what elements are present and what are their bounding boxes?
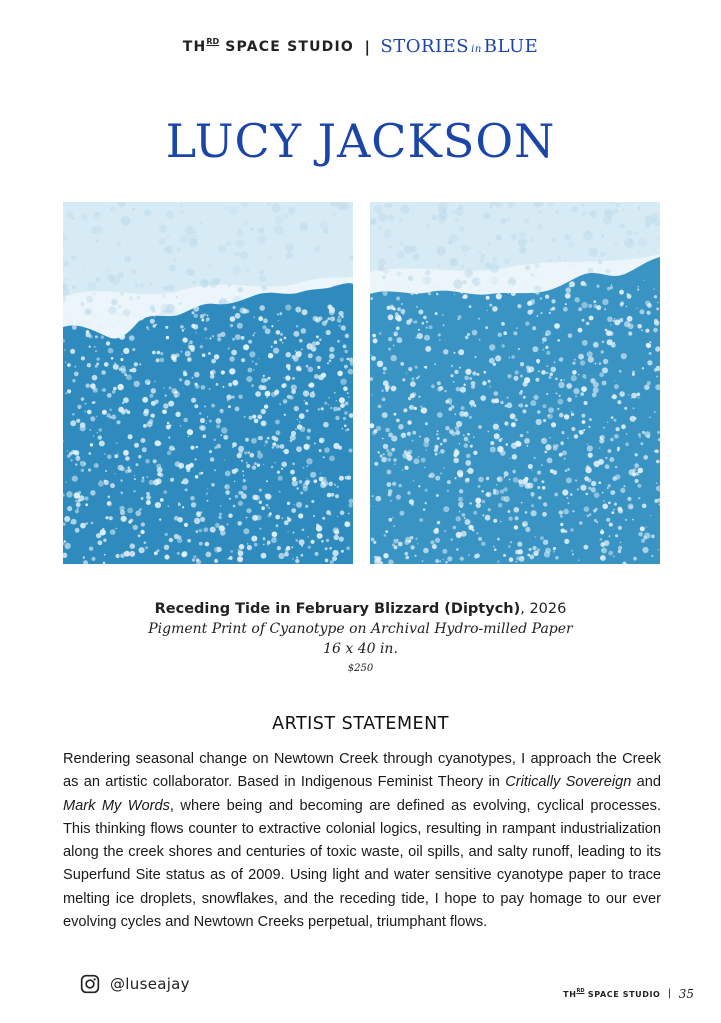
cyanotype-left-image [63,202,353,564]
header-separator: | [364,37,370,56]
statement-heading: ARTIST STATEMENT [272,714,449,734]
footer-studio-logo: $TH^{RD}$ SPACE STUDIO [563,987,661,999]
artwork-caption [0,599,721,677]
footer-separator: | [667,988,672,1000]
artwork-left-panel [63,202,353,564]
artwork-title: Receding Tide in February Blizzard (Diptych) [154,601,521,617]
artwork-year: , 2026 [520,601,567,617]
page-header [0,36,721,57]
artwork-right-panel [370,202,660,564]
series-title: STORIES in BLUE [380,36,539,57]
instagram-icon [80,974,100,994]
page-footer [563,985,694,1003]
artwork-title-line [0,599,721,619]
artwork-price: $250 [347,663,374,674]
social-link[interactable] [80,974,190,994]
studio-logo: $TH^{RD}$ SPACE STUDIO [182,37,354,55]
statement-book-2: Mark My Words [63,797,170,814]
artwork-medium: Pigment Print of Cyanotype on Archival Hydro-milled Paper [148,621,573,637]
social-handle[interactable]: @luseajay [110,975,190,993]
page-number: 35 [678,986,694,1001]
cyanotype-right-image [370,202,660,564]
artwork-dimensions: 16 x 40 in. [323,641,398,657]
statement-book-1: Critically Sovereign [505,774,632,791]
statement-body: Rendering seasonal change on Newtown Creek through cyanotypes, I approach the Creek as an artistic collaborator. Based in Indigenous Feminist Theory in Critically Sovereign and Mark My Words, where being and becoming are defined as evolving, cyclical processes. This thinking flows counter to extractive colonial logics, resulting in rampant industrialization along the creek shores and centuries of toxic waste, oil spills, and salty runoff, leading to its Superfund Site status as of 2009. Using light and water sensitive cyanotype paper to trace melting ice droplets, snowflakes, and the receding tide, I hope to pay homage to our ever evolving cycles and Newtown Creeks perpetual, triumphant flows. [63,751,662,931]
artist-name: LUCY JACKSON [165,114,556,168]
